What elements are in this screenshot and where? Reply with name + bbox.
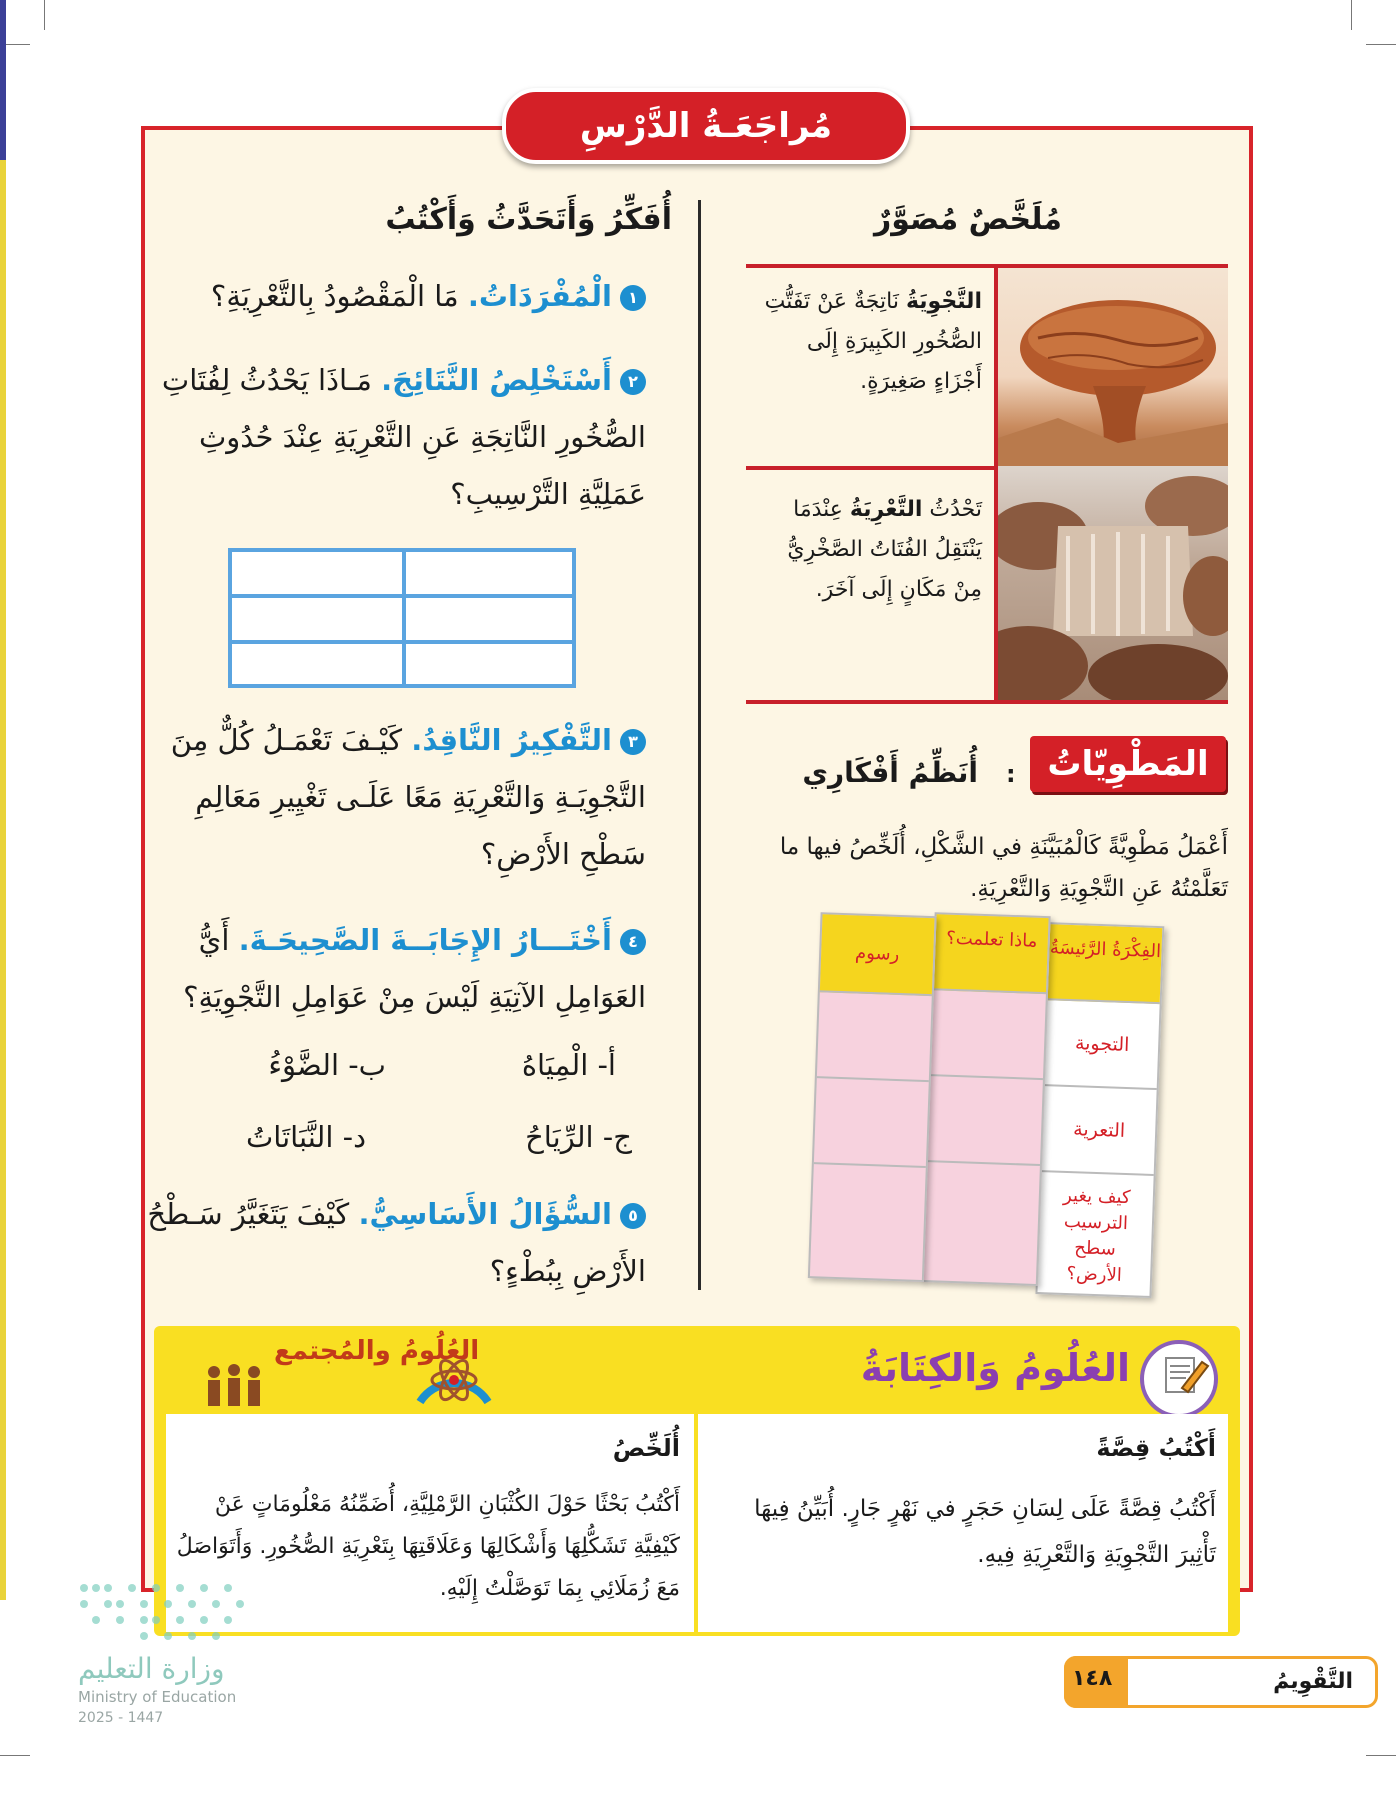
rock-illustration [998,268,1228,466]
writing-text: أَكْتُبُ قِصَّةً عَلَى لِسَانِ حَجَرٍ في نَهْرٍ جَارٍ. أُبَيِّنُ فِيهَا تَأْثِيرَ التَّجْوِيَةِ وَالتَّعْرِيَةِ فِيهِ. [754,1496,1216,1568]
option-c[interactable]: ج- الرِّيَاحُ [525,1120,632,1154]
rock-image [994,268,1228,466]
question-3 [146,712,646,883]
question-key: أَخْتَـــارُ الإِجَابَــةَ الصَّحِيحَـةَ. [238,923,612,957]
ministry-year: 2025 - 1447 [78,1710,164,1726]
question-number: ١ [620,285,646,311]
option-b[interactable]: ب- الضَّوْءُ [268,1048,386,1082]
summary-text-2 [760,490,982,610]
fold-header-main-idea: الفِكْرَةُ الرَّئيسَةُ [1048,924,1163,1004]
foldables-instruction: أَعْمَلُ مَطْوِيَّةً كَالْمُبَيَّنَةِ في الشَّكْلِ، أُلَخِّصُ فيها ما تَعَلَّمْتُهُ عَنِ التَّجْوِيَةِ وَالتَّعْرِيَةِ. [779,834,1228,902]
fold-column-drawings [808,912,937,1282]
pencil-icon-svg [1152,1344,1214,1406]
pencil-icon [1140,1340,1218,1418]
question-text: مَا الْمَقْصُودُ بِالتَّعْرِيَةِ؟ [210,279,468,313]
fold-cell [928,1076,1043,1166]
question-text: كَيْـفَ تَعْمَـلُ كُلٌّ مِنَ التَّجْوِيَـةِ وَالتَّعْرِيَةِ مَعًا عَلَـى تَغْيِيرِ مَعَالِمِ سَطْحِ الأَرْضِ؟ [170,723,646,871]
summary-bold-1: التَّجْوِيَةُ [905,289,982,314]
question-text: كَيْفَ يَتَغَيَّرُ سَـطْحُ الأَرْضِ بِبُطْءٍ؟ [147,1197,646,1288]
fold-row-erosion: التعرية [1042,1086,1157,1176]
question-4 [146,912,646,1026]
edge-strip [0,0,6,160]
summary-bold-2: التَّعْرِيَةُ [849,497,923,522]
question-2 [146,352,646,523]
question-key: السُّؤَالُ الأَسَاسِيُّ. [358,1197,612,1231]
footer-section-label: التَّقْوِيمُ [1273,1669,1353,1694]
society-text: أَكْتُبُ بَحْثًا حَوْلَ الكُثْبَانِ الرَّمْلِيَّةِ، أُضَمِّنُهُ مَعْلُومَاتٍ عَنْ كَيْفِيَّةِ تَشَكُّلِهَا وَأَشْكَالِهَا وَعَلَاقَتِهَا بِتَعْرِيَةِ الصُّخُورِ. وَأَتَوَاصَلُ مَعَ زُمَلَائِي بِمَا تَوَصَّلْتُ إِلَيْهِ. [176,1492,680,1601]
question-number: ٤ [620,929,646,955]
edge-strip [0,160,6,1600]
option-a[interactable]: أ- الْمِيَاهُ [521,1048,616,1082]
people-icon-svg [204,1364,264,1408]
fold-row-weathering: التجوية [1045,1000,1160,1090]
fold-column-main-idea [1035,922,1164,1298]
grid-line [232,594,572,598]
crop-mark [0,1755,30,1756]
question-number: ٣ [620,729,646,755]
crop-mark [1366,1755,1396,1756]
summary-panel-2 [746,466,1228,704]
crop-mark [1351,0,1352,30]
waterfall-illustration [998,466,1228,700]
ministry-logo-svg [78,1580,246,1644]
summary-rest-1: نَاتِجَةٌ عَنْ تَفَتُّتِ الصُّخُورِ الكَبِيرَةِ إِلَى أَجْزَاءٍ صَغِيرَةٍ. [764,289,982,394]
page-number: ١٤٨ [1072,1666,1113,1691]
crop-mark [44,0,45,30]
answer-grid [228,548,576,688]
summary-rest-2: عِنْدَمَا يَنْتَقِلُ الفُتَاتُ الصَّخْرِيُّ مِنْ مَكَانٍ إِلَى آخَرَ. [787,497,982,602]
question-1 [146,268,646,325]
foldables-subtitle: أُنَظِّمُ أَفْكَارِي [802,756,978,789]
grid-line [402,552,406,684]
summary-pre-2: تَحْدُثُ [922,497,982,522]
question-number: ٢ [620,369,646,395]
people-icon [204,1364,264,1408]
bullet-dot: : [1006,760,1016,788]
ministry-name-ar: وزارة التعليم [78,1652,225,1685]
question-number: ٥ [620,1203,646,1229]
fold-row-deposition: كيف يغير الترسيب سطح الأرض؟ [1062,1184,1131,1286]
summary-panel-1 [746,264,1228,470]
foldable-diagram [802,914,1165,1296]
question-key: أَسْتَخْلِصُ النَّتَائِجَ. [381,363,612,397]
foldables-logo: المَطْوِيّاتُ [1030,736,1226,792]
question-key: الْمُفْرَدَاتُ. [467,279,612,313]
fold-cell [814,1078,929,1168]
option-d[interactable]: د- النَّبَاتَاتُ [245,1120,366,1154]
question-key: التَّفْكِيرُ النَّاقِدُ. [411,723,612,757]
fold-column-learned [922,912,1051,1286]
ministry-name-en: Ministry of Education [78,1688,237,1706]
writing-title: العُلُومُ وَالكِتَابَةُ [860,1346,1130,1390]
fold-cell [931,990,1046,1080]
summary-heading: مُلَخَّصٌ مُصَوَّرٌ [873,202,1062,237]
think-heading: أُفَكِّرُ وَأَتَحَدَّثُ وَأَكْتُبُ [385,202,672,237]
fold-header-learned: ماذا تعلمت؟ [934,914,1049,994]
waterfall-image [994,466,1228,700]
summary-text-1 [760,282,982,402]
society-heading: أُلَخِّصُ [612,1434,680,1462]
writing-heading: أَكْتُبُ قِصَّةً [1096,1434,1216,1462]
cross-curricular-box [154,1326,1240,1636]
column-divider [698,200,701,1290]
writing-panel [698,1414,1228,1632]
crop-mark [1366,44,1396,45]
grid-line [232,640,572,644]
question-text: مَـاذَا يَحْدُثُ لِفُتَاتِ الصُّخُورِ النَّاتِجَةِ عَنِ التَّعْرِيَةِ عِنْدَ حُدُوثِ عَمَلِيَّةِ التَّرْسِيبِ؟ [161,363,646,511]
fold-header-drawings: رسوم [820,914,935,996]
banner-title: مُراجَعَـةُ الدَّرْسِ [502,88,910,164]
question-text: أَيُّ العَوَامِلِ الآتِيَةِ لَيْسَ مِنْ عَوَامِلِ التَّجْوِيَةِ؟ [183,923,646,1014]
fold-cell [817,992,932,1082]
ministry-logo-dots [78,1580,246,1644]
question-5 [146,1186,646,1300]
society-title: العُلُومُ والمُجتمع [274,1336,480,1366]
